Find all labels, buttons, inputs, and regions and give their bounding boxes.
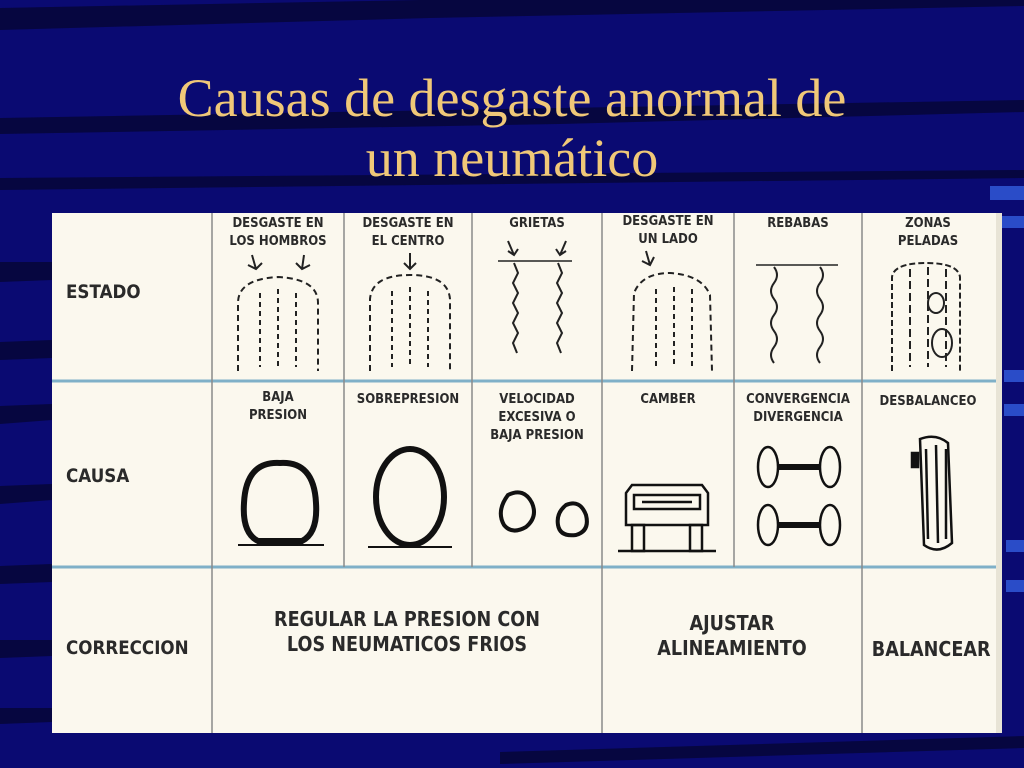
causa-header-6 [870,393,985,411]
overinflated-tire-icon [368,449,452,547]
correccion-cell-3 [871,637,991,662]
estado-header-6-line1: ZONAS [905,216,951,231]
correccion-cell-1 [237,607,577,657]
axle-alignment-icon [758,447,840,545]
causa-header-4-line1: CAMBER [640,392,696,407]
estado-header-1-line2: LOS HOMBROS [229,234,327,249]
title-line-1: Causas de desgaste anormal de [177,68,847,128]
causa-header-5 [742,391,854,427]
estado-header-1-line1: DESGASTE EN [232,216,324,231]
cracks-icon [498,241,572,353]
underinflated-tire-icon [238,463,324,545]
causa-header-5-line2: DIVERGENCIA [753,410,843,425]
row-label-correccion: CORRECCION [66,637,189,659]
row-label-causa: CAUSA [66,465,130,487]
burrs-icon [756,265,838,363]
causa-header-3-line3: BAJA PRESION [490,428,584,443]
title-line-2: un neumático [365,128,659,188]
correccion-cell-1-line2: LOS NEUMATICOS FRIOS [286,632,528,656]
estado-header-6-line2: PELADAS [897,234,959,249]
causa-header-1-line1: BAJA [262,390,294,405]
estado-header-4-line1: DESGASTE EN [622,214,714,229]
estado-header-2-line2: EL CENTRO [371,234,445,249]
center-wear-icon [370,253,450,371]
causa-header-6-line1: DESBALANCEO [879,394,977,409]
tire-wear-table [52,213,1002,733]
estado-header-5 [742,215,854,233]
estado-header-3-line1: GRIETAS [509,216,565,231]
estado-header-4-line2: UN LADO [638,232,698,247]
causa-header-1-line2: PRESION [248,408,308,423]
causa-header-3 [480,391,593,445]
estado-header-4 [610,213,725,249]
car-front-icon [618,485,716,551]
causa-header-2-line1: SOBREPRESION [356,392,460,407]
one-side-wear-icon [632,251,712,371]
unbalanced-wheel-icon [912,437,952,550]
bald-spots-icon [892,263,960,371]
causa-header-4 [610,391,725,409]
row-label-estado: ESTADO [66,281,141,303]
causa-header-3-line2: EXCESIVA O [498,410,576,425]
causa-header-5-line1: CONVERGENCIA [746,392,850,407]
shoulder-wear-icon [238,255,318,371]
correccion-cell-2-line2: ALINEAMIENTO [657,636,807,660]
estado-header-3 [480,215,593,233]
causa-header-1 [220,389,335,425]
estado-header-2-line1: DESGASTE EN [362,216,454,231]
slide-title [0,68,1024,188]
correccion-cell-2-line1: AJUSTAR [689,611,775,635]
estado-header-2 [352,215,464,251]
estado-header-6 [870,215,985,251]
deformed-tires-icon [501,492,587,535]
correccion-cell-2 [619,611,844,661]
correccion-cell-3-line1: BALANCEAR [871,637,991,661]
causa-header-3-line1: VELOCIDAD [499,392,575,407]
correccion-cell-1-line1: REGULAR LA PRESION CON [274,607,540,631]
causa-header-2 [352,391,464,409]
estado-header-5-line1: REBABAS [767,216,829,231]
estado-header-1 [220,215,335,251]
